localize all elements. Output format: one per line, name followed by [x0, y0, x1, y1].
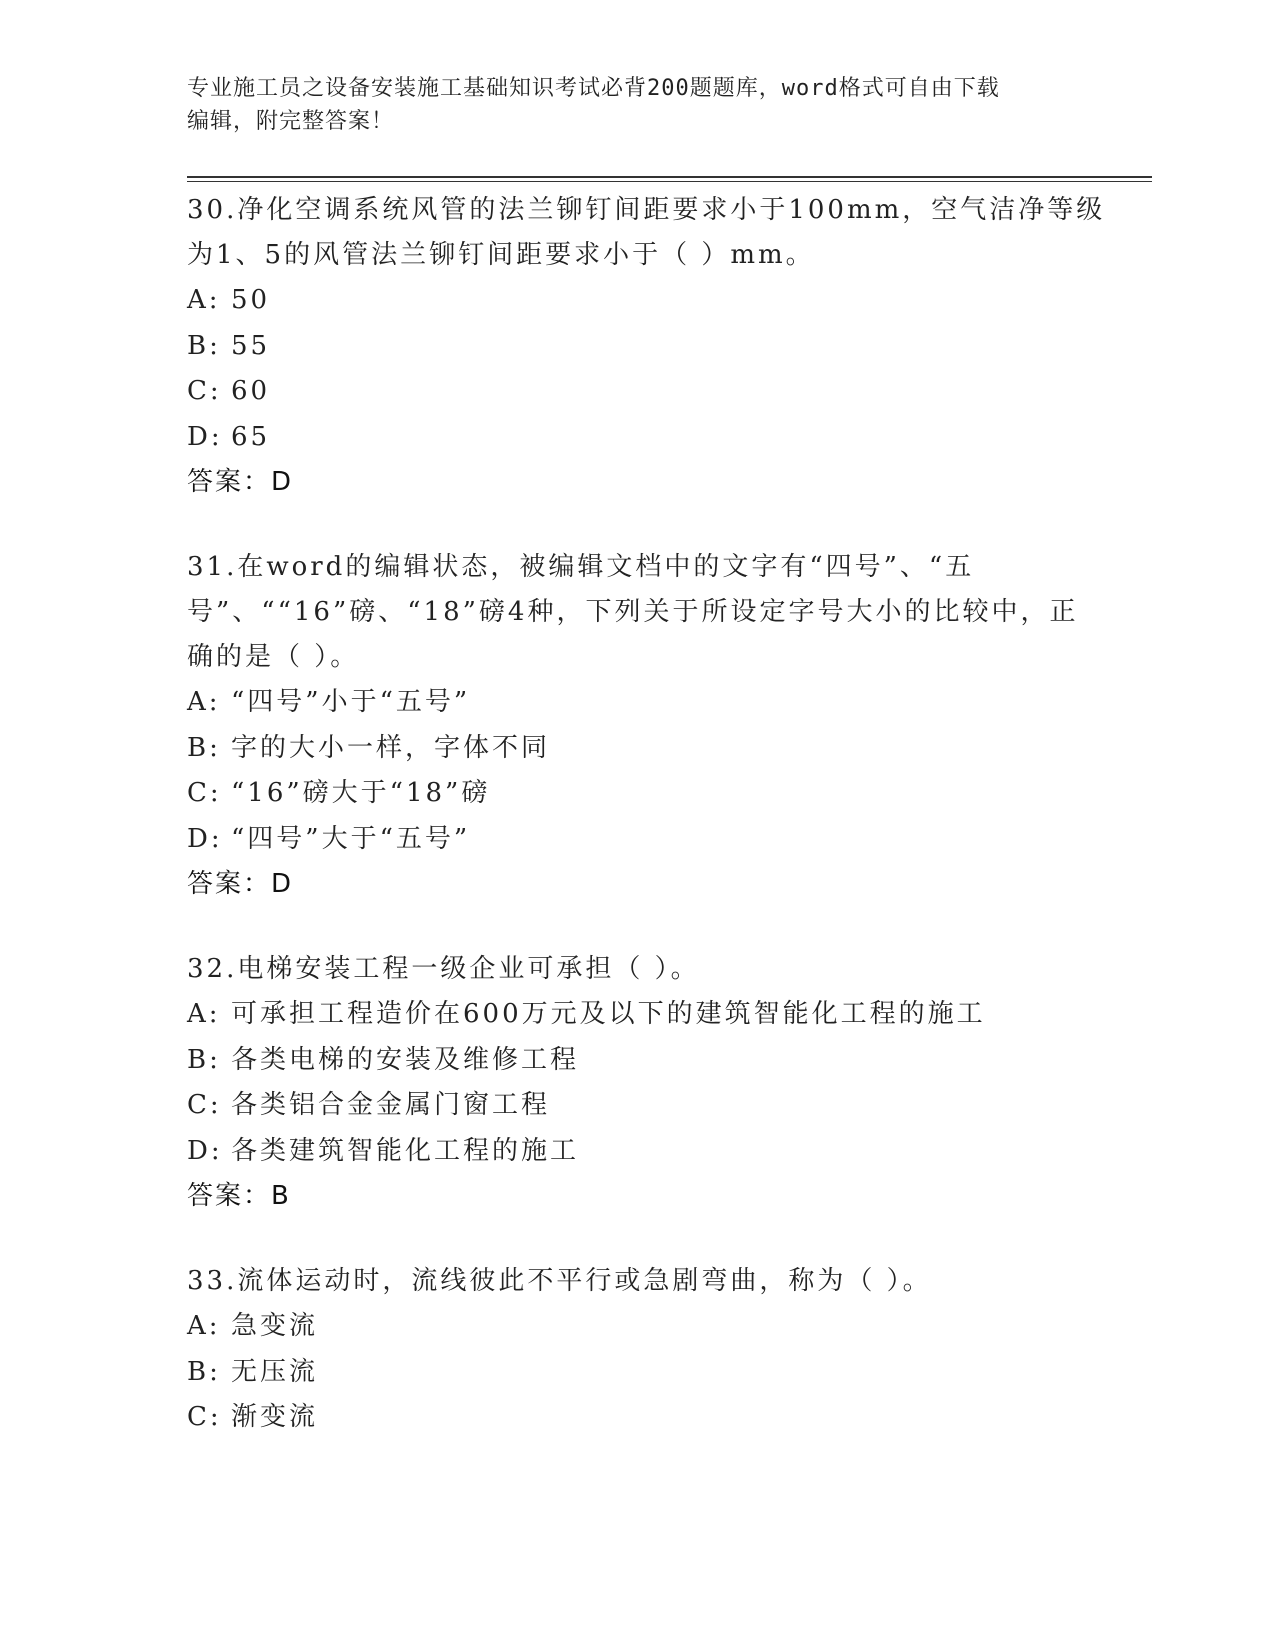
option-key: C: — [187, 1402, 222, 1432]
question-31 — [187, 545, 1107, 907]
option-value: “四号”小于“五号” — [231, 687, 471, 717]
option-c — [187, 1395, 1107, 1441]
option-a — [187, 1304, 1107, 1350]
option-b — [187, 324, 1107, 370]
option-value: “16”磅大于“18”磅 — [231, 778, 491, 808]
option-key: B: — [187, 1044, 221, 1075]
option-key: C: — [187, 376, 222, 406]
option-b — [187, 726, 1107, 772]
question-text: 33.流体运动时，流线彼此不平行或急剧弯曲，称为（ ）。 — [187, 1266, 932, 1296]
question-32 — [187, 947, 1107, 1219]
option-key: C: — [187, 778, 222, 808]
header-divider-thin — [187, 181, 1152, 182]
option-a — [187, 278, 1107, 324]
option-b — [187, 1038, 1107, 1084]
option-c — [187, 1083, 1107, 1129]
option-value: 50 — [231, 285, 271, 315]
question-30 — [187, 188, 1107, 505]
answer-text: 答案：B — [187, 1181, 291, 1211]
option-key: D: — [187, 1135, 223, 1166]
option-value: 各类铝合金金属门窗工程 — [231, 1090, 551, 1120]
header-title-line-2: 编辑，附完整答案！ — [187, 109, 395, 134]
question-text: 32.电梯安装工程一级企业可承担（ ）。 — [187, 954, 700, 984]
option-key: C: — [187, 1090, 222, 1120]
option-value: 各类建筑智能化工程的施工 — [231, 1135, 580, 1166]
option-value: 65 — [231, 421, 271, 452]
option-c — [187, 771, 1107, 817]
option-key: A: — [187, 285, 221, 315]
option-key: A: — [187, 999, 221, 1029]
option-d — [187, 817, 1107, 863]
option-a — [187, 992, 1107, 1038]
option-key: A: — [187, 687, 221, 717]
header-title-line-1: 专业施工员之设备安装施工基础知识考试必背200题题库，word格式可自由下载 — [187, 76, 1000, 101]
option-value: 无压流 — [231, 1356, 319, 1387]
option-key: A: — [187, 1311, 221, 1341]
option-a — [187, 680, 1107, 726]
question-text: 31.在word的编辑状态，被编辑文档中的文字有“四号”、“五号”、““16”磅、“18”磅4种，下列关于所设定字号大小的比较中，正确的是（ ）。 — [187, 552, 1079, 672]
option-value: 各类电梯的安装及维修工程 — [231, 1044, 580, 1075]
option-value: 可承担工程造价在600万元及以下的建筑智能化工程的施工 — [231, 999, 986, 1029]
option-d — [187, 415, 1107, 461]
option-key: B: — [187, 732, 221, 763]
option-value: 急变流 — [231, 1311, 319, 1341]
option-key: B: — [187, 1356, 221, 1387]
answer-text: 答案：D — [187, 869, 294, 899]
option-value: 60 — [231, 376, 271, 406]
header-divider-thick — [187, 176, 1152, 178]
question-33 — [187, 1259, 1107, 1441]
option-value: 渐变流 — [231, 1402, 319, 1432]
question-list — [187, 188, 1107, 1481]
option-c — [187, 369, 1107, 415]
question-text: 30.净化空调系统风管的法兰铆钉间距要求小于100mm，空气洁净等级为1、5的风管法兰铆钉间距要求小于（ ）mm。 — [187, 195, 1106, 270]
option-key: D: — [187, 421, 223, 452]
option-value: “四号”大于“五号” — [231, 823, 471, 854]
option-value: 字的大小一样，字体不同 — [231, 732, 551, 763]
option-b — [187, 1350, 1107, 1396]
option-value: 55 — [231, 330, 271, 361]
option-d — [187, 1129, 1107, 1175]
answer-text: 答案：D — [187, 467, 294, 497]
document-header — [187, 72, 1087, 138]
option-key: B: — [187, 330, 221, 361]
option-key: D: — [187, 823, 223, 854]
